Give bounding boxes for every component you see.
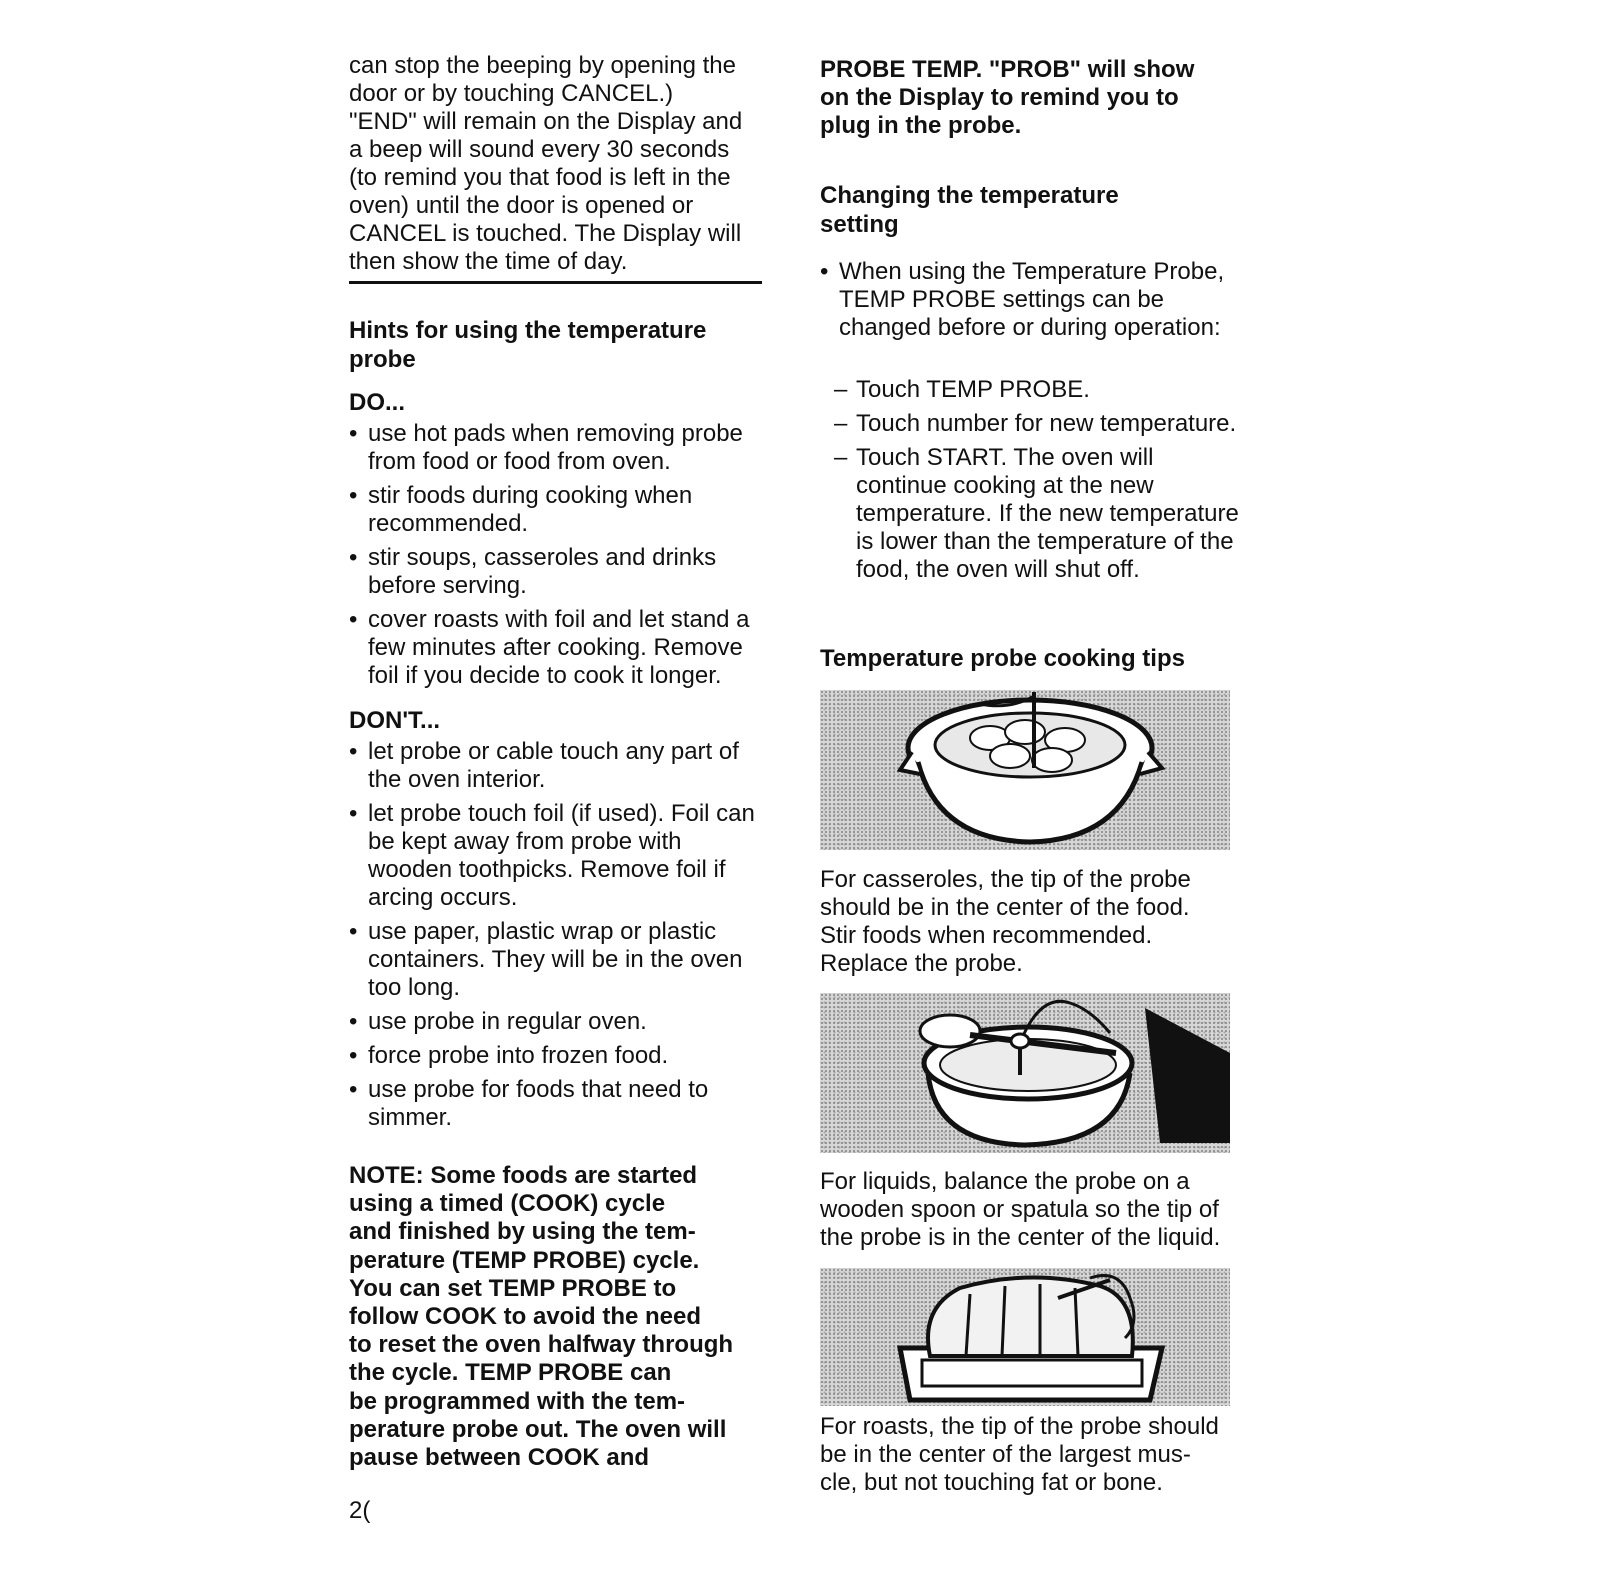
list-item: • stir foods during cooking when recommended.	[349, 482, 759, 538]
dont-heading: DON'T...	[349, 707, 441, 734]
roast-illustration	[820, 1268, 1230, 1406]
list-item: • stir soups, casseroles and drinks before serving.	[349, 544, 759, 600]
do-heading: DO...	[349, 389, 406, 416]
steps-list	[820, 376, 1240, 590]
changing-heading: Changing the temperature setting	[820, 182, 1119, 238]
list-item: • use probe in regular oven.	[349, 1008, 759, 1036]
dont-list	[349, 738, 759, 1138]
casserole-illustration	[820, 690, 1230, 850]
intro-paragraph: can stop the beeping by opening the door or by touching CANCEL.) "END" will remain on the Display and a beep will sound every 30 seconds (to remind you that food is left in the oven) until the door is opened or CANCEL is touched. The Display will then show the time of day.	[349, 52, 743, 275]
do-list	[349, 420, 759, 696]
probe-temp-text: PROBE TEMP. "PROB" will show on the Display to remind you to plug in the probe.	[820, 56, 1195, 139]
list-item: • let probe touch foil (if used). Foil can be kept away from probe with wooden toothpicks. Remove foil if arcing occurs.	[349, 800, 759, 912]
page-number: 2(	[349, 1497, 371, 1524]
list-item: • When using the Temperature Probe, TEMP PROBE settings can be changed before or during operation:	[820, 258, 1240, 342]
hints-heading: Hints for using the temperature probe	[349, 317, 707, 373]
section-divider	[349, 281, 762, 284]
changing-list	[820, 258, 1240, 348]
list-item: • use probe for foods that need to simmer.	[349, 1076, 759, 1132]
roast-caption: For roasts, the tip of the probe should be in the center of the largest mus- cle, but not touching fat or bone.	[820, 1413, 1219, 1496]
list-item: – Touch START. The oven will continue cooking at the new temperature. If the new temperature is lower than the temperature of the food, the oven will shut off.	[834, 444, 1240, 584]
list-item: • use hot pads when removing probe from food or food from oven.	[349, 420, 759, 476]
list-item: – Touch TEMP PROBE.	[834, 376, 1240, 404]
list-item: • force probe into frozen food.	[349, 1042, 759, 1070]
list-item: – Touch number for new temperature.	[834, 410, 1240, 438]
note-paragraph: NOTE: Some foods are started using a timed (COOK) cycle and finished by using the tem- perature (TEMP PROBE) cycle. You can set TEMP PROBE to follow COOK to avoid the need to reset the oven halfway through the cycle. TEMP PROBE can be programmed with the tem- perature probe out. The oven will pause between COOK and	[349, 1162, 734, 1472]
liquid-illustration	[820, 993, 1230, 1153]
tips-heading: Temperature probe cooking tips	[820, 645, 1185, 672]
list-item: • use paper, plastic wrap or plastic containers. They will be in the oven too long.	[349, 918, 759, 1002]
liquid-caption: For liquids, balance the probe on a wooden spoon or spatula so the tip of the probe is in the center of the liquid.	[820, 1168, 1221, 1251]
list-item: • cover roasts with foil and let stand a few minutes after cooking. Remove foil if you decide to cook it longer.	[349, 606, 759, 690]
casserole-caption: For casseroles, the tip of the probe should be in the center of the food. Stir foods when recommended. Replace the probe.	[820, 866, 1191, 977]
list-item: • let probe or cable touch any part of the oven interior.	[349, 738, 759, 794]
